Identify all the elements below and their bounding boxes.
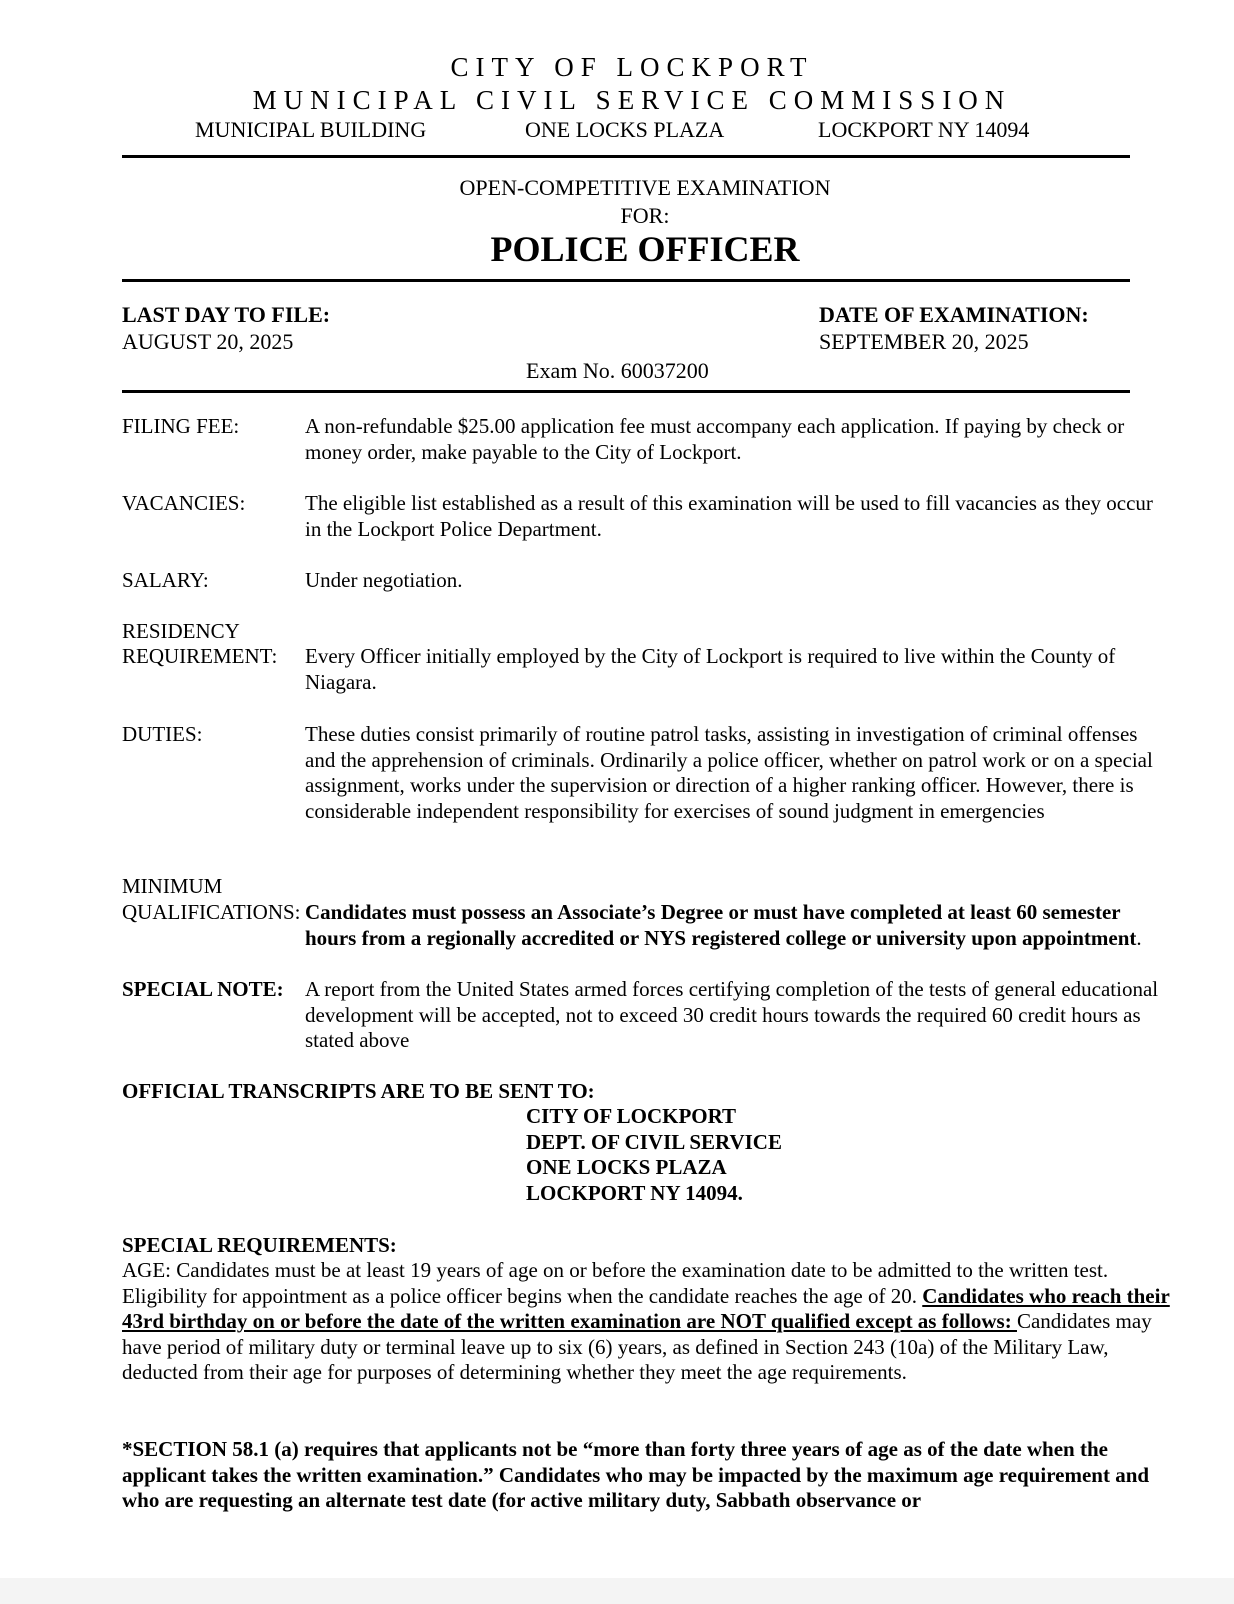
transcripts-address-1: CITY OF LOCKPORT [526,1104,737,1128]
last-day-value: AUGUST 20, 2025 [122,329,294,354]
min-qual-text-bold: Candidates must possess an Associate’s Degree or must have completed at least 60 semester hours from a regionally accredited or NYS registered college or university upon appointment [305,900,1137,950]
duties-text: These duties consist primarily of routine patrol tasks, assisting in investigation of criminal offenses and the apprehension of criminals. Ordinarily a police officer, whether on patrol work or on a special assignment, works under the supervision or direction of a higher ranking officer. However, there is considerable independent responsibility for exercises of sound judgment in emergencies [305,722,1153,823]
special-note-label: SPECIAL NOTE: [122,977,284,1001]
transcripts-address-2: DEPT. OF CIVIL SERVICE [526,1130,782,1154]
exam-title: POLICE OFFICER [490,229,800,269]
divider-rule [122,279,1130,282]
section-58-text: *SECTION 58.1 (a) requires that applicants not be “more than forty three years of age as of the date when the applicant takes the written examination.” Candidates who may be impacted by the maximum age requirement and who are requesting an alternate test date (for active military duty, Sabbath observance or [122,1437,1150,1512]
exam-date-value: SEPTEMBER 20, 2025 [819,329,1029,354]
header-address-building: MUNICIPAL BUILDING [195,117,427,142]
header-city: CITY OF LOCKPORT [450,52,814,82]
filing-fee-label: FILING FEE: [122,414,240,438]
exam-heading: OPEN-COMPETITIVE EXAMINATION [459,175,831,200]
special-note-text: A report from the United States armed forces certifying completion of the tests of general educational development will be accepted, not to exceed 30 credit hours towards the required 60 credit hours as stated above [305,977,1159,1052]
residency-label-2: REQUIREMENT: [122,644,278,668]
transcripts-address-3: ONE LOCKS PLAZA [526,1155,727,1179]
transcripts-address-4: LOCKPORT NY 14094. [526,1181,743,1205]
residency-text: Every Officer initially employed by the City of Lockport is required to live within the County of Niagara. [305,644,1116,694]
divider-rule [122,390,1130,393]
age-requirement-text [122,1258,1182,1386]
special-requirements-heading: SPECIAL REQUIREMENTS: [122,1233,397,1257]
header-address-street: ONE LOCKS PLAZA [525,117,725,142]
page-bottom-edge [0,1578,1234,1604]
transcripts-heading: OFFICIAL TRANSCRIPTS ARE TO BE SENT TO: [122,1079,595,1103]
exam-heading-for: FOR: [620,203,670,228]
divider-rule [122,155,1130,158]
min-qual-label: MINIMUM [122,874,223,898]
vacancies-text: The eligible list established as a result of this examination will be used to fill vacancies as they occur in the Lockport Police Department. [305,491,1153,541]
min-qual-label-2: QUALIFICATIONS: [122,900,301,924]
residency-label: RESIDENCY [122,619,240,643]
header-address-city: LOCKPORT NY 14094 [818,117,1030,142]
exam-date-label: DATE OF EXAMINATION: [819,302,1089,327]
exam-number: Exam No. 60037200 [526,358,709,383]
min-qual-text-end: . [1136,925,1142,950]
salary-label: SALARY: [122,568,209,592]
header-commission: MUNICIPAL CIVIL SERVICE COMMISSION [252,85,1012,115]
vacancies-label: VACANCIES: [122,491,246,515]
age-text-2: Candidates may have period of military duty or terminal leave up to six (6) years, as defined in Section 243 (10a) of the Military Law, deducted from their age for purposes of determining whether they meet the age requirements. [122,1309,1152,1384]
age-text-emphasis: Candidates who reach their 43rd birthday on or before the date of the written examination are NOT qualified except as follows: [122,1283,1170,1333]
age-text-1: AGE: Candidates must be at least 19 years of age on or before the examination date to be admitted to the written test. Eligibility for appointment as a police officer begins when the candidate reaches the age of 20. [122,1258,1109,1308]
min-qual-text [305,900,1165,951]
filing-fee-text: A non-refundable $25.00 application fee must accompany each application. If paying by check or money order, make payable to the City of Lockport. [305,414,1125,464]
last-day-label: LAST DAY TO FILE: [122,302,331,327]
salary-text: Under negotiation. [305,568,463,592]
duties-label: DUTIES: [122,722,203,746]
